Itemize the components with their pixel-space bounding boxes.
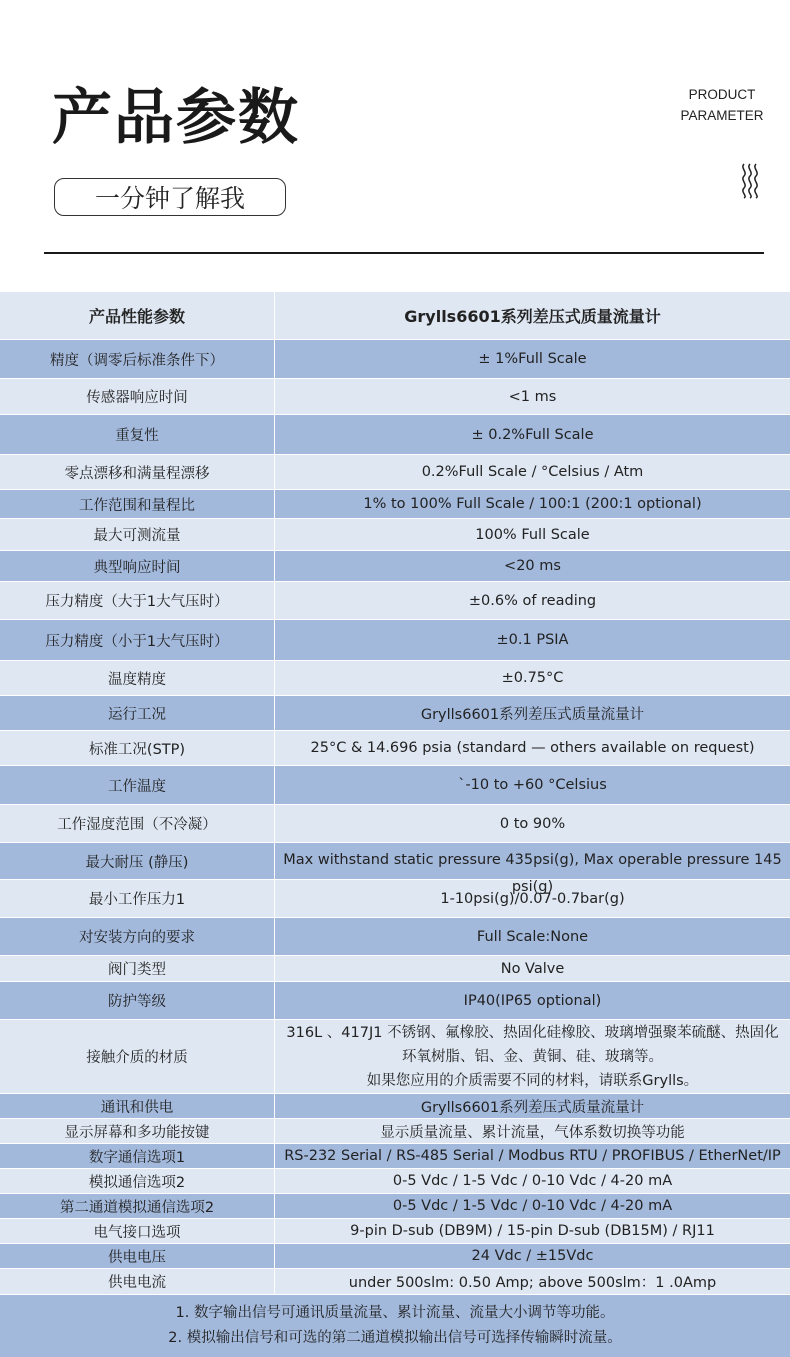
table-row	[0, 415, 790, 455]
footnote: 2. 模拟输出信号和可选的第二通道模拟输出信号可选择传输瞬时流量。	[168, 1330, 622, 1346]
row-label: 阀门类型	[0, 956, 275, 981]
row-value: 25°C & 14.696 psia (standard — others available on request)	[310, 740, 755, 756]
row-label: 工作范围和量程比	[0, 490, 275, 518]
english-title-line2: PARAMETER	[680, 108, 764, 123]
row-label: 运行工况	[0, 696, 275, 730]
material-line: 如果您应用的介质需要不同的材料，请联系Grylls。	[366, 1072, 699, 1089]
table-row	[0, 582, 790, 620]
row-label: 显示屏幕和多功能按键	[0, 1119, 275, 1143]
row-value: ±0.75°C	[501, 670, 564, 686]
row-label: 工作湿度范围（不冷凝）	[0, 805, 275, 842]
table-row	[0, 340, 790, 379]
table-row	[0, 661, 790, 696]
table-row	[0, 805, 790, 843]
row-value: Full Scale:None	[476, 928, 589, 945]
row-label: 数字通信选项1	[0, 1144, 275, 1168]
row-value: IP40(IP65 optional)	[463, 992, 602, 1009]
spec-table	[0, 292, 790, 1353]
table-row	[0, 880, 790, 918]
table-row	[0, 1020, 790, 1094]
row-value	[275, 1020, 790, 1093]
row-value: 100% Full Scale	[475, 526, 590, 543]
row-label: 工作温度	[0, 766, 275, 804]
row-value: ± 0.2%Full Scale	[471, 426, 594, 443]
row-value: 0-5 Vdc / 1-5 Vdc / 0-10 Vdc / 4-20 mA	[392, 1198, 673, 1214]
table-row	[0, 379, 790, 415]
table-row	[0, 918, 790, 956]
table-row	[0, 455, 790, 490]
table-row	[0, 1144, 790, 1169]
table-row	[0, 982, 790, 1020]
row-value: No Valve	[500, 960, 565, 977]
page-title: 产品参数	[52, 83, 300, 153]
row-value: 0 to 90%	[499, 815, 566, 832]
row-value: 显示质量流量、累计流量，气体系数切换等功能	[380, 1124, 685, 1141]
row-value: ± 1%Full Scale	[478, 351, 587, 367]
row-label: 供电电流	[0, 1269, 275, 1294]
column-header-parameter: 产品性能参数	[0, 292, 275, 339]
subtitle-badge: 一分钟了解我	[54, 178, 286, 216]
row-label: 温度精度	[0, 661, 275, 695]
row-label: 零点漂移和满量程漂移	[0, 455, 275, 489]
row-value: Grylls6601系列差压式质量流量计	[420, 706, 645, 723]
row-value: `-10 to +60 °Celsius	[458, 777, 607, 793]
row-value: Grylls6601系列差压式质量流量计	[420, 1099, 645, 1116]
table-row	[0, 1194, 790, 1219]
english-title-line1: PRODUCT	[688, 87, 756, 102]
table-row	[0, 1244, 790, 1269]
row-label: 对安装方向的要求	[0, 918, 275, 955]
row-value: <1 ms	[508, 388, 557, 405]
table-row	[0, 1119, 790, 1144]
row-label: 通讯和供电	[0, 1094, 275, 1118]
row-value: 0.2%Full Scale / °Celsius / Atm	[421, 464, 644, 480]
row-label: 典型响应时间	[0, 551, 275, 581]
table-row	[0, 551, 790, 582]
footnotes	[0, 1295, 790, 1357]
table-row	[0, 766, 790, 805]
table-row	[0, 731, 790, 766]
table-row	[0, 956, 790, 982]
wavy-lines-icon	[738, 162, 760, 198]
row-label: 防护等级	[0, 982, 275, 1019]
material-line: 环氧树脂、铝、金、黄铜、硅、玻璃等。	[402, 1048, 663, 1065]
table-header-row	[0, 292, 790, 340]
row-label: 精度（调零后标准条件下）	[0, 340, 275, 378]
table-row	[0, 1219, 790, 1244]
material-line: 316L 、417J1 不锈钢、氟橡胶、热固化硅橡胶、玻璃增强聚苯硫醚、热固化	[286, 1024, 779, 1041]
row-label: 标准工况(STP)	[0, 731, 275, 765]
header-divider	[44, 252, 764, 254]
row-value: Max withstand static pressure 435psi(g), Max operable pressure 145	[283, 852, 782, 868]
row-value: RS-232 Serial / RS-485 Serial / Modbus RTU / PROFIBUS / EtherNet/IP	[284, 1148, 781, 1164]
table-row	[0, 1094, 790, 1119]
row-label: 第二通道模拟通信选项2	[0, 1194, 275, 1218]
row-label: 最大可测流量	[0, 519, 275, 550]
row-value: 1% to 100% Full Scale / 100:1 (200:1 optional)	[363, 496, 702, 512]
row-value: ±0.6% of reading	[468, 592, 597, 609]
table-row	[0, 519, 790, 551]
row-value: <20 ms	[504, 558, 561, 574]
row-value: 1-10psi(g)/0.07-0.7bar(g)	[440, 890, 625, 907]
table-row	[0, 1169, 790, 1194]
row-label: 传感器响应时间	[0, 379, 275, 414]
row-value: under 500slm: 0.50 Amp; above 500slm：1 .0Amp	[348, 1275, 717, 1291]
row-value: 24 Vdc / ±15Vdc	[471, 1248, 594, 1264]
row-label: 最大耐压 (静压)	[0, 843, 275, 879]
table-row	[0, 490, 790, 519]
table-row	[0, 843, 790, 880]
row-value: 0-5 Vdc / 1-5 Vdc / 0-10 Vdc / 4-20 mA	[392, 1173, 673, 1189]
row-value: 9-pin D-sub (DB9M) / 15-pin D-sub (DB15M) / RJ11	[350, 1223, 715, 1239]
table-row	[0, 620, 790, 661]
row-value: ±0.1 PSIA	[496, 632, 569, 648]
row-label: 最小工作压力1	[0, 880, 275, 917]
row-label: 接触介质的材质	[0, 1020, 275, 1093]
row-label: 压力精度（小于1大气压时）	[0, 620, 275, 660]
row-label: 模拟通信选项2	[0, 1169, 275, 1193]
table-row	[0, 696, 790, 731]
english-title	[670, 84, 774, 126]
row-label: 压力精度（大于1大气压时）	[0, 582, 275, 619]
column-header-model: Grylls6601系列差压式质量流量计	[404, 307, 661, 326]
table-row	[0, 1269, 790, 1295]
footnote: 1. 数字输出信号可通讯质量流量、累计流量、流量大小调节等功能。	[175, 1305, 615, 1321]
row-label: 电气接口选项	[0, 1219, 275, 1243]
row-label: 供电电压	[0, 1244, 275, 1268]
row-label: 重复性	[0, 415, 275, 454]
